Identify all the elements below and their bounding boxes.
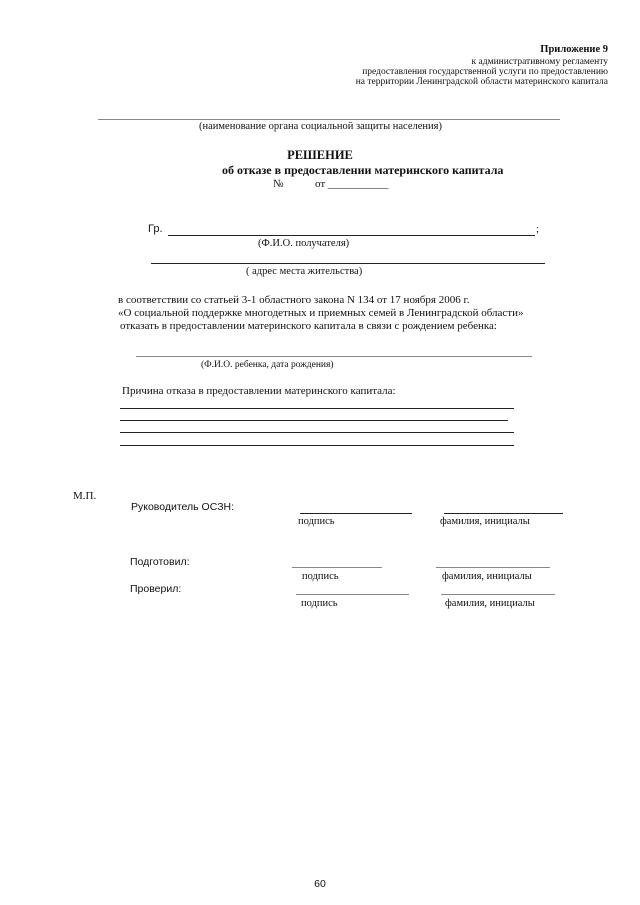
reason-line-1 <box>120 408 514 409</box>
head-sign-line <box>300 513 412 514</box>
decision-subtitle: об отказе в предоставлении материнского капитала <box>222 163 504 177</box>
appendix-title: Приложение 9 <box>540 44 608 55</box>
recipient-prefix: Гр. <box>148 223 163 235</box>
head-name-caption: фамилия, инициалы <box>440 516 530 527</box>
head-label: Руководитель ОСЗН: <box>131 501 235 513</box>
reason-line-3 <box>120 432 514 433</box>
prepared-sign-line <box>292 567 382 568</box>
recipient-address-line <box>151 263 545 264</box>
organ-caption: (наименование органа социальной защиты населения) <box>199 121 442 132</box>
checked-label: Проверил: <box>130 583 182 595</box>
recipient-address-caption: ( адрес места жительства) <box>246 266 363 277</box>
prepared-sign-caption: подпись <box>302 571 339 582</box>
reason-label: Причина отказа в предоставлении материнского капитала: <box>122 385 396 397</box>
appendix-line-2: предоставления государственной услуги по предоставлению <box>362 67 608 77</box>
head-name-line <box>444 513 563 514</box>
checked-sign-caption: подпись <box>301 598 338 609</box>
reason-line-2 <box>120 420 508 421</box>
appendix-line-3: на территории Ленинградской области материнского капитала <box>355 77 608 87</box>
prepared-name-caption: фамилия, инициалы <box>442 571 532 582</box>
recipient-suffix: ; <box>536 223 540 235</box>
body-line-1: в соответствии со статьей 3-1 областного закона N 134 от 17 ноября 2006 г. <box>118 294 470 306</box>
page-number: 60 <box>314 878 326 890</box>
checked-name-line <box>441 594 555 595</box>
decision-date-label: от ___________ <box>315 178 389 190</box>
checked-name-caption: фамилия, инициалы <box>445 598 535 609</box>
stamp-label: М.П. <box>73 490 97 502</box>
decision-number-label: № <box>273 178 284 190</box>
appendix-line-1: к административному регламенту <box>471 57 608 67</box>
body-line-2: «О социальной поддержке многодетных и приемных семей в Ленинградской области» <box>118 307 524 319</box>
recipient-name-line <box>168 235 535 236</box>
organ-name-line <box>98 119 560 120</box>
child-caption: (Ф.И.О. ребенка, дата рождения) <box>201 360 334 370</box>
prepared-label: Подготовил: <box>130 556 190 568</box>
recipient-name-caption: (Ф.И.О. получателя) <box>258 238 350 249</box>
child-info-line <box>136 356 532 357</box>
prepared-name-line <box>436 567 550 568</box>
decision-title: РЕШЕНИЕ <box>287 148 353 162</box>
body-line-3: отказать в предоставлении материнского капитала в связи с рождением ребенка: <box>120 320 497 332</box>
head-sign-caption: подпись <box>298 516 335 527</box>
reason-line-4 <box>120 445 514 446</box>
checked-sign-line <box>296 594 409 595</box>
